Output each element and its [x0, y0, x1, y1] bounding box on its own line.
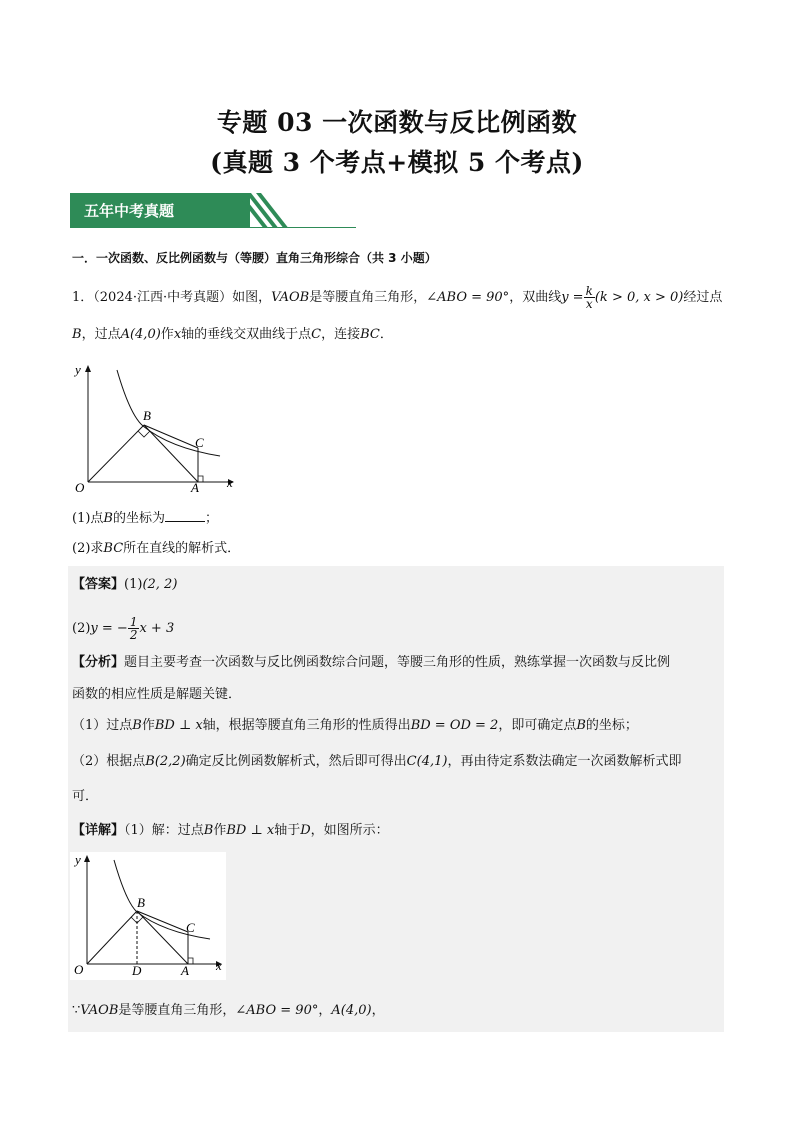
- hyperbola-curve: [117, 370, 220, 456]
- label-B: B: [137, 895, 145, 910]
- segment-BC: [137, 911, 188, 932]
- banner-label: 五年中考真题: [84, 202, 175, 220]
- answer-blank[interactable]: [165, 509, 205, 522]
- segment-BA: [144, 425, 198, 482]
- label-O: O: [74, 962, 84, 977]
- label-x: x: [216, 958, 222, 973]
- detail-line: 【详解】（1）解：过点B作BD ⊥ x轴于D，如图所示：: [72, 823, 389, 838]
- label-C: C: [195, 435, 204, 450]
- subquestion-1: (1)点B的坐标为 ；: [72, 511, 219, 526]
- label-x: x: [227, 475, 233, 490]
- page-title-line2: (真题 3 个考点+模拟 5 个考点): [210, 148, 584, 177]
- figure-2-graph: [70, 852, 226, 980]
- subquestion-2: (2)求BC所在直线的解析式．: [72, 541, 241, 556]
- segment-BC: [144, 425, 198, 448]
- fraction-k-over-x: $\frac{k}{x}$: [585, 284, 593, 311]
- fraction-one-half: $\frac{1}{2}$: [129, 615, 138, 642]
- section-heading: 一．一次函数、反比例函数与（等腰）直角三角形综合（共 3 小题）: [72, 251, 437, 265]
- banner-underline: [70, 227, 356, 228]
- label-D: D: [132, 963, 142, 978]
- section-banner: [70, 193, 356, 229]
- segment-OB: [88, 425, 144, 482]
- label-A: A: [181, 963, 189, 978]
- page-title-line1: 专题 03 一次函数与反比例函数: [216, 108, 578, 137]
- segment-BA: [137, 911, 188, 964]
- answer-line2: (2)y = − $\frac{1}{2}$ x + 3: [72, 615, 175, 642]
- analysis-point2-cont: 可．: [72, 789, 99, 804]
- label-y: y: [75, 852, 81, 867]
- analysis-line2: 函数的相应性质是解题关键．: [72, 687, 242, 702]
- answer-line1: 【答案】(1)(2, 2): [72, 577, 178, 592]
- question-line1: 1．（2024·江西·中考真题）如图，VAOB是等腰直角三角形，∠ABO = 90°，双曲线y = $\frac{k}{x}$ (k > 0, x > 0)经过点: [72, 284, 723, 311]
- label-B: B: [143, 408, 151, 423]
- segment-OB: [87, 911, 137, 964]
- right-angle-mark-B: [138, 431, 150, 437]
- analysis-line1: 【分析】题目主要考查一次函数与反比例函数综合问题，等腰三角形的性质，熟练掌握一次函数与反比例: [72, 655, 671, 670]
- hyperbola-curve: [114, 860, 210, 939]
- label-A: A: [191, 480, 199, 495]
- y-axis-arrow: [84, 855, 90, 862]
- figure-1-graph: [70, 360, 240, 495]
- analysis-point1: （1）过点B作BD ⊥ x轴，根据等腰直角三角形的性质得出BD = OD = 2，即可确定点B的坐标；: [72, 718, 638, 733]
- y-axis-arrow: [85, 365, 91, 372]
- question-line2: B，过点A(4,0)作x轴的垂线交双曲线于点C，连接BC．: [72, 327, 393, 342]
- label-C: C: [186, 920, 195, 935]
- because-line: ∵VAOB是等腰直角三角形，∠ABO = 90°，A(4,0)，: [72, 1003, 385, 1018]
- label-y: y: [75, 362, 81, 377]
- analysis-point2: （2）根据点B(2,2)确定反比例函数解析式，然后即可得出C(4,1)，再由待定系数法确定一次函数解析式即: [72, 754, 682, 769]
- label-O: O: [75, 480, 85, 495]
